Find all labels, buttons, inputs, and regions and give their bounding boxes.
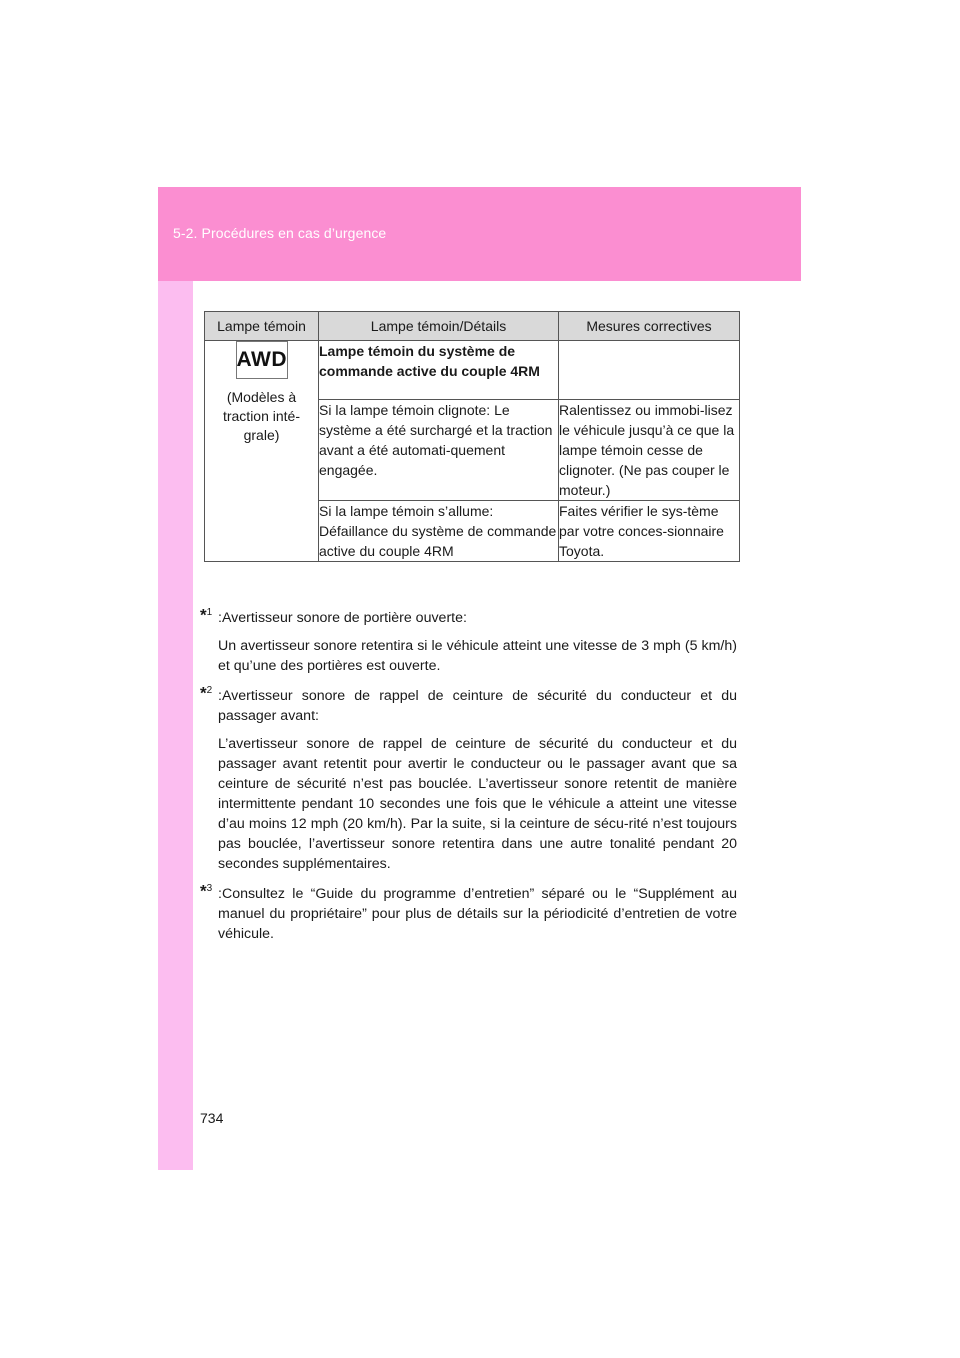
column-header-lamp: Lampe témoin: [205, 312, 319, 341]
table-subheading-row: [205, 341, 740, 400]
warning-light-table: [204, 311, 740, 562]
footnote-1: [200, 605, 737, 676]
action-cell: Ralentissez ou immobi-lisez le véhicule jusqu’à ce que la lampe témoin cesse de clignoter. (Ne pas couper le moteur.): [559, 400, 740, 501]
awd-warning-icon: [236, 341, 288, 379]
footnote-2: [200, 683, 737, 874]
table-header-row: [205, 312, 740, 341]
action-cell: Faites vérifier le sys-tème par votre conces-sionnaire Toyota.: [559, 501, 740, 562]
footnote-marker: *$^1$: [200, 605, 213, 625]
awd-icon-label: AWD: [236, 348, 287, 371]
detail-cell: Si la lampe témoin s’allume: Défaillance du système de commande active du couple 4RM: [319, 501, 559, 562]
column-header-details: Lampe témoin/Détails: [319, 312, 559, 341]
side-tab-strip: [158, 281, 193, 1170]
footnote-body: L’avertisseur sonore de rappel de ceinture de sécurité du conducteur et du passager avant retentit pour avertir le conducteur ou le passager avant que sa ceinture de sécurité n’est pas bouclée. L’avertisseur sonore retentit de manière intermittente pendant 10 secondes une fois que le véhicule a atteint une vitesse d’au moins 12 mph (20 km/h). Par la suite, si la ceinture de sécu-rité n’est toujours pas bouclée, l’avertisseur sonore retentira dans une autre tonalité pendant 20 secondes supplémentaires.: [218, 736, 737, 872]
warning-icon-cell: [205, 341, 319, 562]
footnote-heading: *$^3$ :Consultez le “Guide du programme d’entretien” séparé ou le “Supplément au manuel du propriétaire” pour plus de détails sur la périodicité d’entretien de votre véhicule.: [200, 884, 737, 944]
warning-subheading: Lampe témoin du système de commande active du couple 4RM: [319, 341, 559, 400]
column-header-actions: Mesures correctives: [559, 312, 740, 341]
footnotes: [200, 605, 737, 954]
footnote-body: Un avertisseur sonore retentira si le véhicule atteint une vitesse de 3 mph (5 km/h) et qu’une des portières est ouverte.: [218, 638, 737, 674]
footnote-heading: *$^2$ :Avertisseur sonore de rappel de ceinture de sécurité du conducteur et du passager avant:: [200, 686, 737, 726]
footnote-3: [200, 881, 737, 944]
footnote-marker: *$^3$: [200, 881, 213, 901]
empty-action-cell: [559, 341, 740, 400]
detail-cell: Si la lampe témoin clignote: Le système a été surchargé et la traction avant a été automati-quement engagée.: [319, 400, 559, 501]
footnote-marker: *$^2$: [200, 683, 213, 703]
section-title: 5-2. Procédures en cas d’urgence: [173, 225, 387, 241]
footnote-heading: *$^1$ :Avertisseur sonore de portière ouverte:: [200, 608, 737, 628]
page-number: 734: [200, 1110, 224, 1126]
model-note: (Modèles à traction inté-grale): [222, 389, 301, 443]
